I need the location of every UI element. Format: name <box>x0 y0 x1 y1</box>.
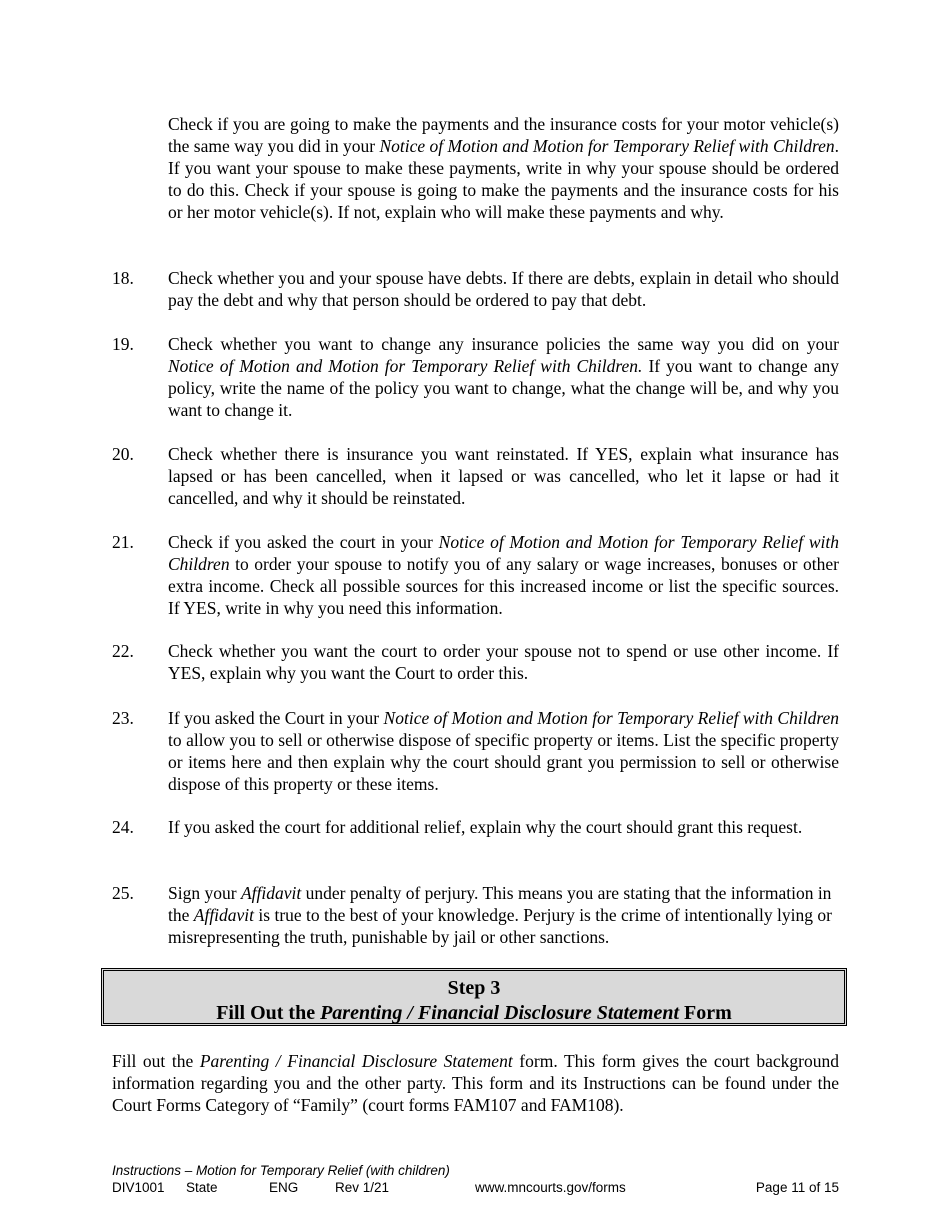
closing-text-1: Fill out the <box>112 1051 200 1071</box>
item-text-2: under penalty of perjury. This means you are stating that the information in the <box>168 883 832 925</box>
step-title <box>104 1001 844 1025</box>
item-text <box>168 333 839 421</box>
step-title-form-name: Parenting / Financial Disclosure Statement <box>320 1002 680 1024</box>
item-number: 22. <box>112 641 134 661</box>
closing-paragraph <box>112 1050 839 1116</box>
footer-website-link[interactable]: www.mncourts.gov/forms <box>475 1180 626 1195</box>
intro-text-1: Check if you are going to make the payments and the insurance costs for your motor vehicle(s) the same way you did in your <box>168 114 839 156</box>
item-form-title: Notice of Motion and Motion for Temporary Relief with Children <box>383 708 839 728</box>
item-text-1: Sign your <box>168 883 241 903</box>
item-number: 24. <box>112 817 134 837</box>
closing-text-2: form. This form gives the court background information regarding you and the other party. This form and its Instructions can be found under the Court Forms Category of “Family” (court forms FAM107 and FAM108). <box>112 1051 839 1115</box>
intro-paragraph <box>168 113 839 223</box>
footer-title: Instructions – Motion for Temporary Relief (with children) <box>112 1163 450 1178</box>
item-affidavit-title: Affidavit <box>240 883 302 903</box>
item-affidavit-title-2: Affidavit <box>193 905 255 925</box>
item-text-1: Check if you asked the court in your <box>168 532 439 552</box>
item-number: 25. <box>112 883 134 903</box>
footer-revision: Rev 1/21 <box>335 1180 390 1195</box>
item-text: Check whether you and your spouse have debts. If there are debts, explain in detail who should pay the debt and why that person should be ordered to pay that debt. <box>168 268 839 310</box>
step-title-prefix: Fill Out the <box>216 1002 321 1024</box>
footer-language: ENG <box>269 1180 299 1195</box>
step-title-suffix: Form <box>679 1002 732 1024</box>
footer-form-id: DIV1001 <box>112 1180 165 1195</box>
item-text-1: Check whether you want to change any insurance policies the same way you did on your <box>168 334 839 354</box>
closing-form-title: Parenting / Financial Disclosure Statement <box>199 1051 513 1071</box>
item-number: 18. <box>112 268 134 288</box>
page-footer <box>112 1162 839 1196</box>
item-text-2: If you want to change any policy, write the name of the policy you want to change, what the change will be, and why you want to change it. <box>168 356 839 420</box>
item-number: 20. <box>112 444 134 464</box>
item-text: Check whether you want the court to order your spouse not to spend or use other income. If YES, explain why you want the Court to order this. <box>168 641 839 683</box>
item-text <box>168 882 839 948</box>
step-heading-box <box>101 968 847 1026</box>
intro-form-title: Notice of Motion and Motion for Temporary Relief with Children <box>379 136 835 156</box>
item-text-1: If you asked the Court in your <box>168 708 384 728</box>
item-form-title: Notice of Motion and Motion for Temporary Relief with Children <box>168 532 839 574</box>
item-text: Check whether there is insurance you want reinstated. If YES, explain what insurance has lapsed or has been cancelled, when it lapsed or was cancelled, who let it lapse or had it cancelled, and why it should be reinstated. <box>168 444 839 508</box>
item-text-3: is true to the best of your knowledge. Perjury is the crime of intentionally lying or misrepresenting the truth, punishable by jail or other sanctions. <box>168 905 832 947</box>
item-number: 21. <box>112 532 134 552</box>
item-number: 19. <box>112 334 134 354</box>
item-text-2: to order your spouse to notify you of any salary or wage increases, bonuses or other extra income. Check all possible sources for this increased income or list the specific sources. If YES, write in why you need this information. <box>168 554 839 618</box>
item-text <box>168 531 839 619</box>
item-form-title: Notice of Motion and Motion for Temporary Relief with Children. <box>168 356 643 376</box>
footer-page-number: Page 11 of 15 <box>755 1180 839 1195</box>
item-text-2: to allow you to sell or otherwise dispose of specific property or items. List the specific property or items here and then explain why the court should grant you permission to sell or otherwise dispose of this property or these items. <box>168 730 839 794</box>
intro-text-2: . If you want your spouse to make these payments, write in why your spouse should be ordered to do this. Check if your spouse is going to make the payments and the insurance costs for his or her motor vehicle(s). If not, explain who will make these payments and why. <box>168 136 839 222</box>
item-text <box>168 707 839 795</box>
footer-row <box>112 1179 839 1196</box>
item-number: 23. <box>112 708 134 728</box>
footer-jurisdiction: State <box>186 1180 218 1195</box>
step-number: Step 3 <box>447 977 501 999</box>
item-text: If you asked the court for additional relief, explain why the court should grant this request. <box>168 817 803 837</box>
